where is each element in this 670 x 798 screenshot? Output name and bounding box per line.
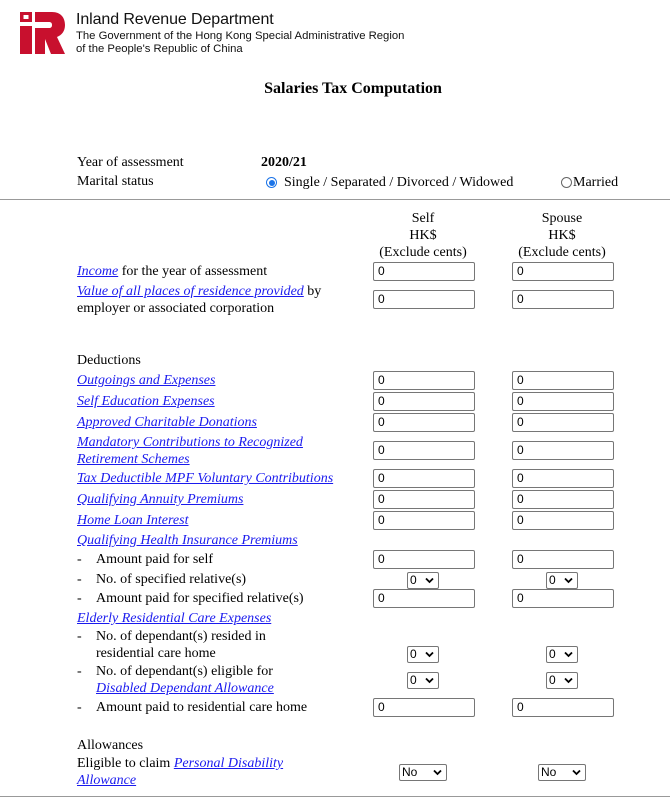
charitable-link[interactable]: Approved Charitable Donations	[77, 415, 257, 430]
elderly-paid-spouse-input[interactable]: 0	[512, 698, 614, 717]
disabled-dependant-link[interactable]: Disabled Dependant Allowance	[96, 681, 274, 696]
dash-marker: -	[77, 591, 82, 606]
health-paid-relatives-self-input[interactable]: 0	[373, 589, 475, 608]
outgoings-self-input[interactable]: 0	[373, 371, 475, 390]
chevron-down-icon	[425, 577, 434, 584]
outgoings-link[interactable]: Outgoings and Expenses	[77, 373, 216, 388]
self-education-link[interactable]: Self Education Expenses	[77, 394, 215, 409]
select-value: 0	[410, 673, 417, 687]
health-paid-self-spouse-input[interactable]: 0	[512, 550, 614, 569]
residence-link[interactable]: Value of all places of residence provided	[77, 284, 304, 299]
elderly-care-link[interactable]: Elderly Residential Care Expenses	[77, 611, 272, 626]
elderly-disabled-label: No. of dependant(s) eligible for	[96, 664, 273, 679]
elderly-resided-label: No. of dependant(s) resided in	[96, 629, 266, 644]
marital-single-label[interactable]: Single / Separated / Divorced / Widowed	[284, 175, 514, 190]
pda-link[interactable]: Personal Disability	[173, 756, 284, 771]
health-paid-relatives-label: Amount paid for specified relative(s)	[96, 591, 304, 606]
charitable-spouse-input[interactable]: 0	[512, 413, 614, 432]
elderly-resided-spouse-select[interactable]	[546, 646, 578, 663]
voluntary-mpf-link[interactable]: Tax Deductible MPF Voluntary Contributions	[77, 471, 334, 486]
pda-prefix: Eligible to claim	[77, 756, 174, 771]
income-row-label	[77, 263, 267, 280]
health-relatives-self-select[interactable]	[407, 572, 439, 589]
select-value: 0	[410, 573, 417, 587]
home-loan-spouse-input[interactable]: 0	[512, 511, 614, 530]
spouse-note: (Exclude cents)	[518, 245, 606, 260]
outgoings-spouse-input[interactable]: 0	[512, 371, 614, 390]
chevron-down-icon	[425, 677, 434, 684]
deductions-heading: Deductions	[77, 353, 141, 368]
spouse-currency: HK$	[548, 228, 576, 243]
income-self-input[interactable]: 0	[373, 262, 475, 281]
health-relatives-spouse-select[interactable]	[546, 572, 578, 589]
spouse-label: Spouse	[541, 211, 583, 226]
chevron-down-icon	[433, 769, 442, 776]
mandatory-mpf-link-line2[interactable]: Retirement Schemes	[77, 452, 190, 467]
charitable-self-input[interactable]: 0	[373, 413, 475, 432]
health-paid-self-label: Amount paid for self	[96, 552, 214, 567]
divider	[0, 199, 670, 200]
select-value: 0	[549, 573, 556, 587]
health-relatives-label: No. of specified relative(s)	[96, 572, 247, 587]
pda-link-line2[interactable]: Allowance	[77, 773, 137, 788]
residence-self-input[interactable]: 0	[373, 290, 475, 309]
dash-marker: -	[77, 629, 82, 644]
marital-status-label: Marital status	[77, 174, 154, 189]
annuity-link[interactable]: Qualifying Annuity Premiums	[77, 492, 244, 507]
chevron-down-icon	[564, 651, 573, 658]
dash-marker: -	[77, 664, 82, 679]
income-spouse-input[interactable]: 0	[512, 262, 614, 281]
health-paid-relatives-spouse-input[interactable]: 0	[512, 589, 614, 608]
home-loan-self-input[interactable]: 0	[373, 511, 475, 530]
chevron-down-icon	[425, 651, 434, 658]
chevron-down-icon	[564, 677, 573, 684]
select-value: No	[402, 765, 418, 779]
residence-spouse-input[interactable]: 0	[512, 290, 614, 309]
dash-marker: -	[77, 700, 82, 715]
year-of-assessment-value: 2020/21	[261, 155, 307, 170]
dash-marker: -	[77, 552, 82, 567]
select-value: No	[541, 765, 557, 779]
select-value: 0	[549, 673, 556, 687]
select-value: 0	[410, 647, 417, 661]
pda-self-select[interactable]	[399, 764, 447, 781]
elderly-resided-label-line2: residential care home	[96, 646, 216, 661]
income-label-text: for the year of assessment	[118, 264, 268, 279]
org-subtitle-1: The Government of the Hong Kong Special Administrative Region	[76, 30, 405, 42]
chevron-down-icon	[564, 577, 573, 584]
annuity-self-input[interactable]: 0	[373, 490, 475, 509]
self-education-self-input[interactable]: 0	[373, 392, 475, 411]
elderly-disabled-self-select[interactable]	[407, 672, 439, 689]
marital-married-radio[interactable]	[561, 177, 572, 188]
marital-single-radio[interactable]	[266, 177, 277, 188]
allowances-heading: Allowances	[77, 738, 144, 753]
self-label: Self	[411, 211, 435, 226]
residence-label-line2: employer or associated corporation	[77, 301, 275, 316]
mandatory-mpf-self-input[interactable]: 0	[373, 441, 475, 460]
self-currency: HK$	[409, 228, 437, 243]
page-title: Salaries Tax Computation	[264, 80, 442, 97]
health-paid-self-self-input[interactable]: 0	[373, 550, 475, 569]
annuity-spouse-input[interactable]: 0	[512, 490, 614, 509]
voluntary-mpf-spouse-input[interactable]: 0	[512, 469, 614, 488]
elderly-resided-self-select[interactable]	[407, 646, 439, 663]
income-link[interactable]: Income	[77, 264, 119, 279]
residence-row-label	[77, 283, 321, 300]
elderly-paid-label: Amount paid to residential care home	[96, 700, 308, 715]
select-value: 0	[549, 647, 556, 661]
divider	[0, 796, 670, 797]
pda-spouse-select[interactable]	[538, 764, 586, 781]
mandatory-mpf-spouse-input[interactable]: 0	[512, 441, 614, 460]
column-header-self	[373, 210, 473, 261]
self-education-spouse-input[interactable]: 0	[512, 392, 614, 411]
mandatory-mpf-link[interactable]: Mandatory Contributions to Recognized	[77, 435, 303, 450]
pda-row-label	[77, 755, 283, 772]
voluntary-mpf-self-input[interactable]: 0	[373, 469, 475, 488]
residence-label-text: by	[303, 284, 322, 299]
org-subtitle-2: of the People's Republic of China	[76, 43, 243, 55]
elderly-paid-self-input[interactable]: 0	[373, 698, 475, 717]
marital-married-label[interactable]: Married	[573, 175, 619, 190]
elderly-disabled-spouse-select[interactable]	[546, 672, 578, 689]
chevron-down-icon	[572, 769, 581, 776]
ird-logo-icon	[18, 10, 66, 56]
self-note: (Exclude cents)	[379, 245, 467, 260]
dash-marker: -	[77, 572, 82, 587]
home-loan-link[interactable]: Home Loan Interest	[77, 513, 189, 528]
year-of-assessment-label: Year of assessment	[77, 155, 184, 170]
org-name: Inland Revenue Department	[76, 11, 274, 28]
column-header-spouse	[512, 210, 612, 261]
health-insurance-link[interactable]: Qualifying Health Insurance Premiums	[77, 533, 298, 548]
